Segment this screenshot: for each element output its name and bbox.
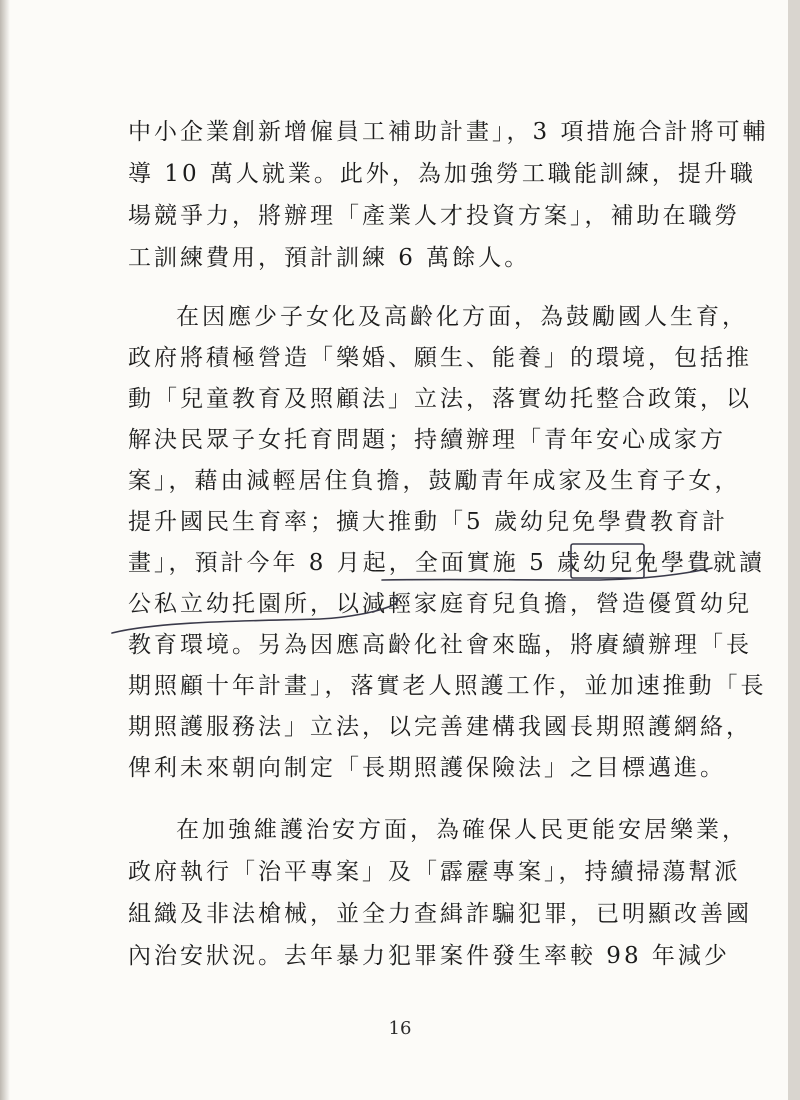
text-line: 畫」，預計今年 8 月起，全面實施 5 歲幼兒免學費就讀 — [128, 550, 766, 576]
text-line: 公私立幼托園所，以減輕家庭育兒負擔，營造優質幼兒 — [128, 591, 752, 617]
text-line: 場競爭力，將辦理「產業人才投資方案」，補助在職勞 — [128, 203, 741, 229]
text-line: 提升國民生育率；擴大推動「5 歲幼兒免學費教育計 — [128, 509, 728, 535]
text-line: 案」，藉由減輕居住負擔，鼓勵青年成家及生育子女， — [128, 468, 741, 494]
text-line: 解決民眾子女托育問題；持續辦理「青年安心成家方 — [128, 427, 726, 453]
text-line: 中小企業創新增僱員工補助計畫」，3 項措施合計將可輔 — [128, 119, 769, 145]
text-line: 工訓練費用，預計訓練 6 萬餘人。 — [128, 245, 531, 271]
text-line: 在加強維護治安方面，為確保人民更能安居樂業， — [176, 817, 748, 843]
text-line: 內治安狀況。去年暴力犯罪案件發生率較 98 年減少 — [128, 943, 730, 969]
text-line: 導 10 萬人就業。此外，為加強勞工職能訓練，提升職 — [128, 161, 756, 187]
page-number: 16 — [388, 1018, 412, 1039]
text-line: 政府執行「治平專案」及「霹靂專案」，持續掃蕩幫派 — [128, 859, 741, 885]
scan-margin — [788, 0, 800, 1100]
text-line: 組織及非法槍械，並全力查緝詐騙犯罪，已明顯改善國 — [128, 901, 752, 927]
text-line: 政府將積極營造「樂婚、願生、能養」的環境，包括推 — [128, 345, 752, 371]
page-edge-shadow — [0, 0, 10, 1100]
text-line: 期照護服務法」立法，以完善建構我國長期照護網絡， — [128, 714, 752, 740]
text-line: 教育環境。另為因應高齡化社會來臨，將賡續辦理「長 — [128, 632, 752, 658]
text-line: 在因應少子女化及高齡化方面，為鼓勵國人生育， — [176, 304, 748, 330]
text-line: 俾利未來朝向制定「長期照護保險法」之目標邁進。 — [128, 755, 726, 781]
text-line: 期照顧十年計畫」，落實老人照護工作，並加速推動「長 — [128, 673, 767, 699]
text-line: 動「兒童教育及照顧法」立法，落實幼托整合政策，以 — [128, 386, 752, 412]
